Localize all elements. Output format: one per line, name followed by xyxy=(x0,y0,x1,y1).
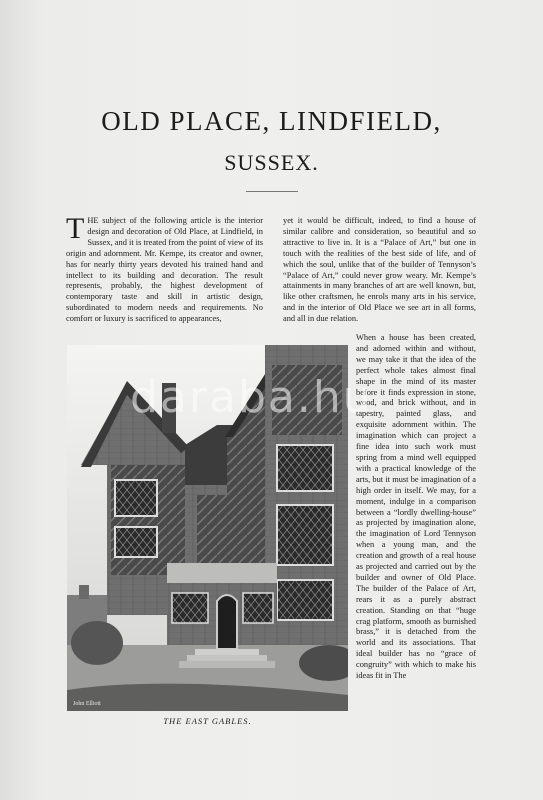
article-text-2: yet it would be difficult, indeed, to find a house of similar calibre and consideration, so beautiful and so attractive to live in. It is a “Palace of Art,” but one in touch with the realities of the best side of life, and of which the soul, unlike that of the builder of Tennyson’s “Palace of Art,” could never grow weary. Mr. Kempe’s attainments in many branches of art are well known, but, like other craftsmen, he enrols many arts in his service, and in the interior of Old Place we see art in all forms, and all in due relation. xyxy=(283,216,476,324)
title-rule xyxy=(246,191,298,192)
article-column-2 xyxy=(283,216,476,325)
photo-credit: John Elliott xyxy=(73,701,101,707)
article-text-3: When a house has been created, and adorned within and without, we may take it that the idea of the perfect whole takes almost final shape in the mind of its master before it finds expression in stone, wood, and brick without, and in tapestry, painted glass, and exquisite adornment within. The imagination which can project a fine idea into such work must spring from a mind well equipped with a practical knowledge of the arts, but it must be imagination of a high order in itself. We may, for a moment, indulge in a comparison between a “lordly dwelling-house” as projected by imagination alone, the imagination of Lord Tennyson when a young man, and the creation and growth of a real house as projected and carried out by the builder and owner of Old Place. The builder of the Palace of Art, rears it as a purely abstract creation. Standing on that “huge crag platform, smooth as burnished brass,” it is detached from the world and its associations. That ideal builder has no “grace of congruity” with which to make his ideas fit in The xyxy=(356,333,476,681)
watermark: daraba.hu xyxy=(130,372,373,423)
article-text-1: HE subject of the following article is the interior design and decoration of Old Place, at Lindfield, in Sussex, and it is treated from the point of view of its origin and adornment. Mr. Kempe, its creator and owner, has for nearly thirty years devoted his trained hand and intellect to its building and decoration. The result represents, probably, the highest development of contemporary taste and skill in artistic design, subordinated to modern needs and requirements. No comfort or luxury is sacrificed to appearances, xyxy=(66,216,263,324)
article-column-1 xyxy=(66,212,263,325)
article-column-3 xyxy=(356,333,476,682)
page-subtitle: SUSSEX. xyxy=(224,150,319,175)
drop-cap: T xyxy=(66,212,85,245)
photo-caption: THE EAST GABLES. xyxy=(163,716,252,726)
page-title: OLD PLACE, LINDFIELD, xyxy=(101,106,442,136)
